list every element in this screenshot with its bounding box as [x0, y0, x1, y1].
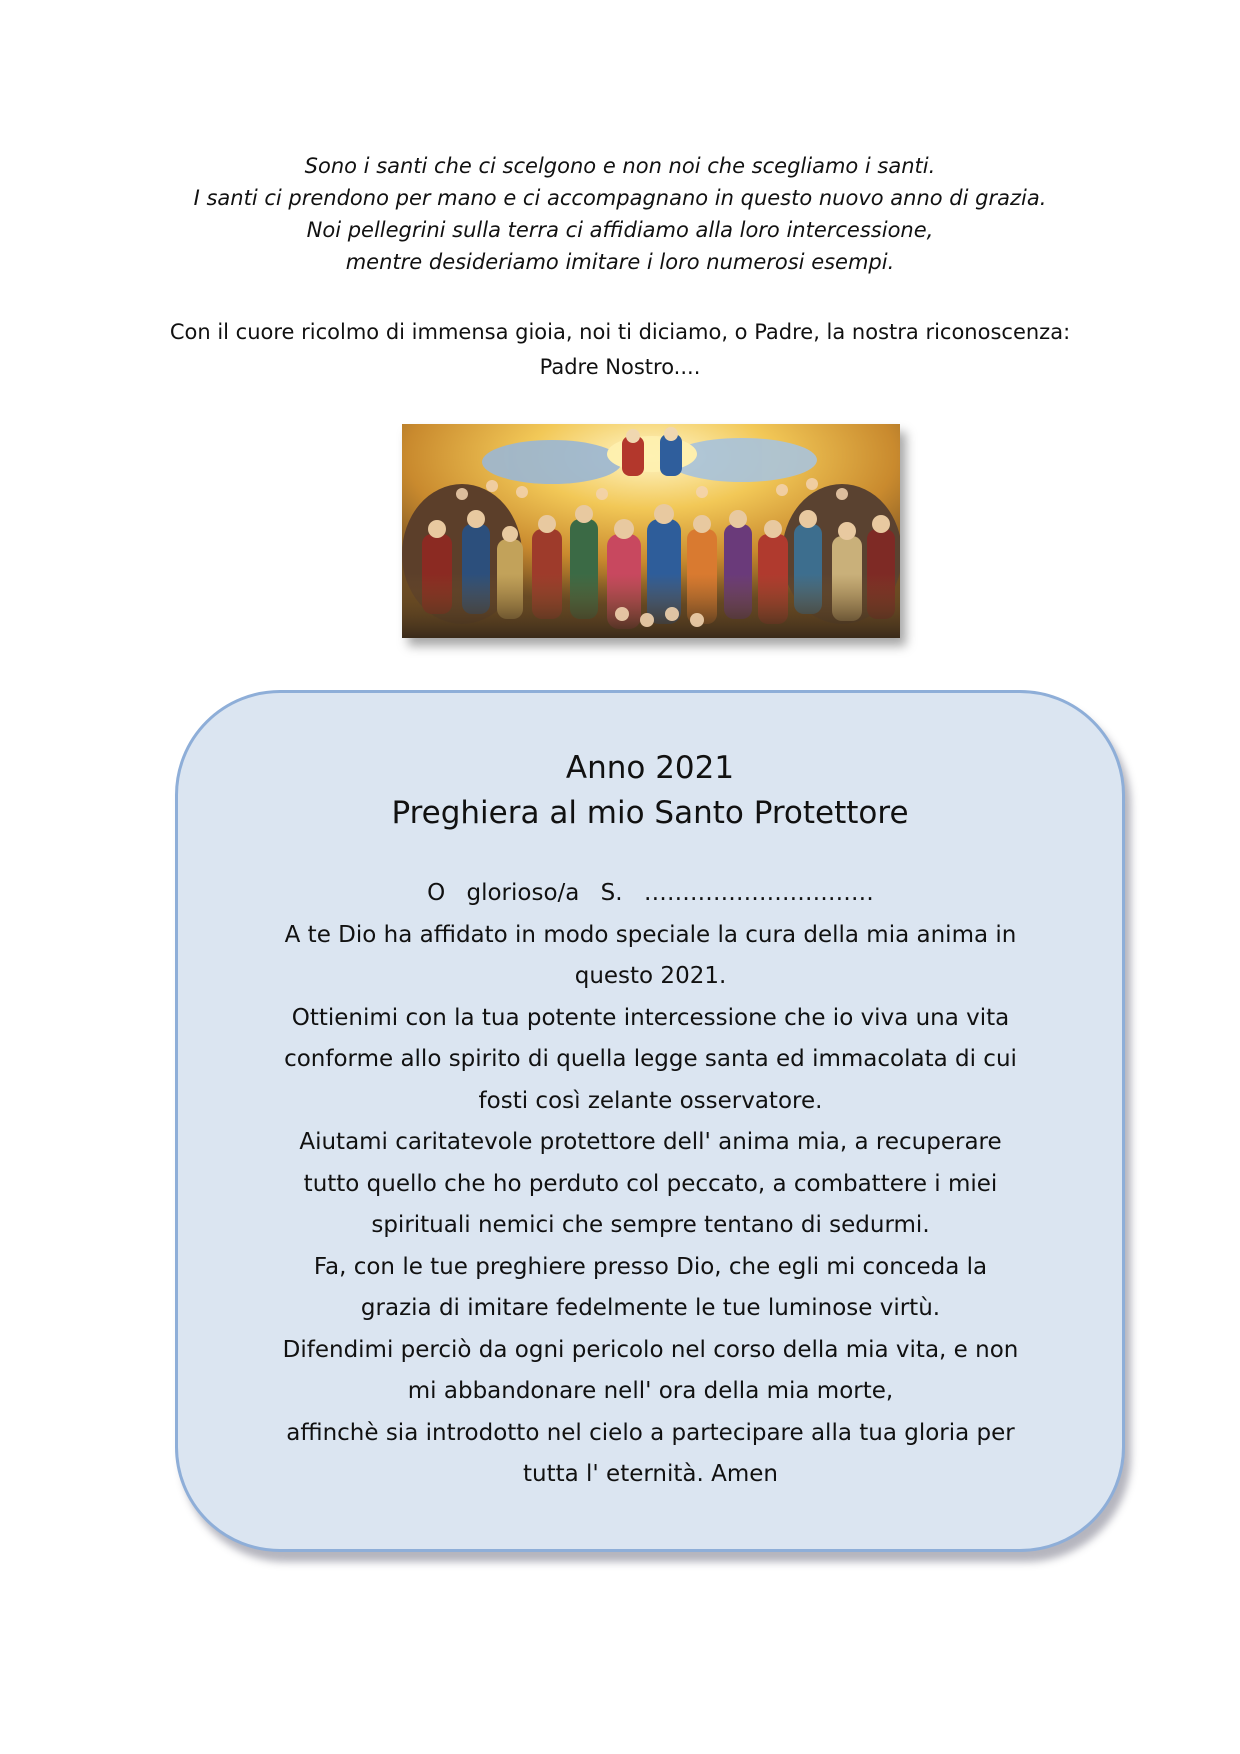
prayer-line: Fa, con le tue preghiere presso Dio, che egli mi conceda la — [313, 1253, 988, 1280]
prayer-line: tutta l' eternità. Amen — [523, 1461, 778, 1487]
prayer-line: Difendimi perciò da ogni pericolo nel corso della mia vita, e non — [282, 1336, 1019, 1363]
invocation-line: O glorioso/a S. ………………………… — [427, 880, 874, 906]
prayer-line: fosti così zelante osservatore. — [478, 1087, 823, 1114]
prayer-line: conforme allo spirito di quella legge santa ed immacolata di cui — [284, 1046, 1017, 1072]
thanksgiving-line: Con il cuore ricolmo di immensa gioia, noi ti diciamo, o Padre, la nostra riconoscenza: — [169, 320, 1071, 344]
all-saints-painting — [402, 424, 900, 638]
prayer-line: tutto quello che ho perduto col peccato, a combattere i miei — [303, 1170, 998, 1197]
intro-line: I santi ci prendono per mano e ci accompagnano in questo nuovo anno di grazia. — [193, 186, 1047, 210]
prayer-line: Ottienimi con la tua potente intercessione che io viva una vita — [291, 1004, 1010, 1031]
prayer-card — [175, 690, 1125, 1552]
intro-line: Noi pellegrini sulla terra ci affidiamo alla loro intercessione, — [306, 218, 934, 242]
prayer-text — [218, 873, 1083, 1496]
prayer-line: Aiutami caritatevole protettore dell' anima mia, a recuperare — [299, 1129, 1002, 1155]
prayer-line: A te Dio ha affidato in modo speciale la cura della mia anima in — [284, 921, 1017, 948]
prayer-title: Preghiera al mio Santo Protettore — [391, 795, 909, 831]
prayer-line: grazia di imitare fedelmente le tue luminose virtù. — [360, 1295, 941, 1321]
our-father-line: Padre Nostro.... — [539, 355, 701, 379]
prayer-line: spirituali nemici che sempre tentano di sedurmi. — [371, 1212, 930, 1238]
year-title: Anno 2021 — [565, 750, 735, 786]
prayer-line: affinchè sia introdotto nel cielo a partecipare alla tua gloria per — [286, 1419, 1015, 1446]
intro-verse — [120, 150, 1120, 278]
prayer-line: mi abbandonare nell' ora della mia morte, — [407, 1378, 894, 1404]
intro-line: Sono i santi che ci scelgono e non noi che scegliamo i santi. — [304, 154, 936, 178]
thanksgiving — [120, 315, 1120, 385]
intro-line: mentre desideriamo imitare i loro numerosi esempi. — [345, 250, 895, 274]
prayer-line: questo 2021. — [574, 963, 727, 989]
